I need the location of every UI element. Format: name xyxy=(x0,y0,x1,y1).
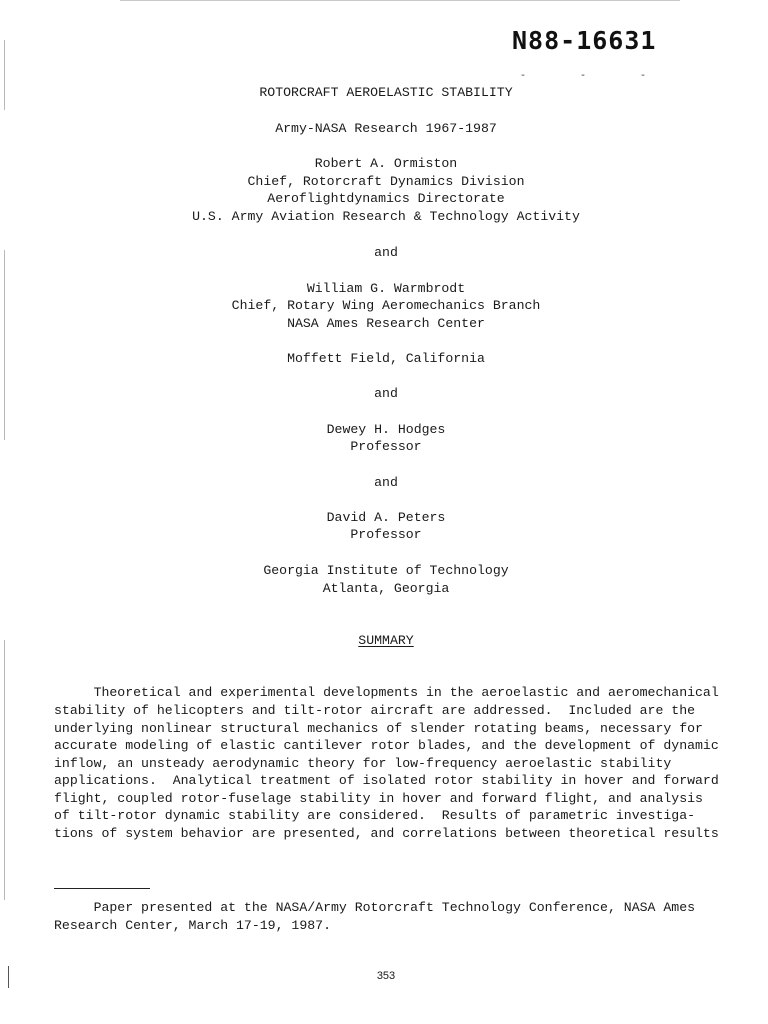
author-title: Professor xyxy=(350,439,422,454)
summary-line: applications. Analytical treatment of isolated rotor stability in hover and forward xyxy=(54,773,719,788)
author-name: Dewey H. Hodges xyxy=(326,422,446,437)
document-number-marks: - - - xyxy=(520,71,671,82)
institution: Georgia Institute of Technology xyxy=(263,563,509,578)
connector-and: and xyxy=(374,245,398,260)
scan-edge-top xyxy=(120,0,680,1)
institution-location: Atlanta, Georgia xyxy=(322,581,450,596)
author-affiliation: Aeroflightdynamics Directorate xyxy=(267,191,505,206)
author-title: Chief, Rotorcraft Dynamics Division xyxy=(247,174,525,189)
summary-line: underlying nonlinear structural mechanics of slender rotating beams, necessary for xyxy=(54,721,703,736)
author-name: David A. Peters xyxy=(326,510,446,525)
author-affiliation: U.S. Army Aviation Research & Technology Activity xyxy=(192,209,580,224)
author-name: Robert A. Ormiston xyxy=(314,156,458,171)
footnote-line: Paper presented at the NASA/Army Rotorcraft Technology Conference, NASA Ames xyxy=(54,900,696,915)
connector-and: and xyxy=(374,475,398,490)
summary-line: Theoretical and experimental developments in the aeroelastic and aeromechanical xyxy=(54,685,719,700)
summary-line: accurate modeling of elastic cantilever rotor blades, and the development of dynamic xyxy=(54,738,719,753)
footnote-rule xyxy=(54,888,150,889)
document-number: N88-16631 xyxy=(512,26,657,55)
summary-heading: SUMMARY xyxy=(358,633,414,648)
paper-title: ROTORCRAFT AEROELASTIC STABILITY xyxy=(259,85,513,100)
summary-line: flight, coupled rotor-fuselage stability in hover and forward flight, and analysis xyxy=(54,791,703,806)
scan-edge-left xyxy=(4,640,5,900)
author-title: Professor xyxy=(350,527,422,542)
author-affiliation: NASA Ames Research Center xyxy=(287,316,485,331)
paper-subtitle: Army-NASA Research 1967-1987 xyxy=(275,121,497,136)
summary-line: inflow, an unsteady aerodynamic theory for low-frequency aeroelastic stability xyxy=(54,756,672,771)
location: Moffett Field, California xyxy=(287,351,485,366)
footnote-line: Research Center, March 17-19, 1987. xyxy=(54,918,331,933)
summary-line: tions of system behavior are presented, and correlations between theoretical results xyxy=(54,826,719,841)
summary-line: of tilt-rotor dynamic stability are considered. Results of parametric investiga- xyxy=(54,808,696,823)
scan-edge-left xyxy=(4,250,5,440)
author-title: Chief, Rotary Wing Aeromechanics Branch xyxy=(231,298,541,313)
summary-line: stability of helicopters and tilt-rotor aircraft are addressed. Included are the xyxy=(54,703,696,718)
author-name: William G. Warmbrodt xyxy=(306,281,466,296)
connector-and: and xyxy=(374,386,398,401)
page-number: 353 xyxy=(376,970,396,982)
